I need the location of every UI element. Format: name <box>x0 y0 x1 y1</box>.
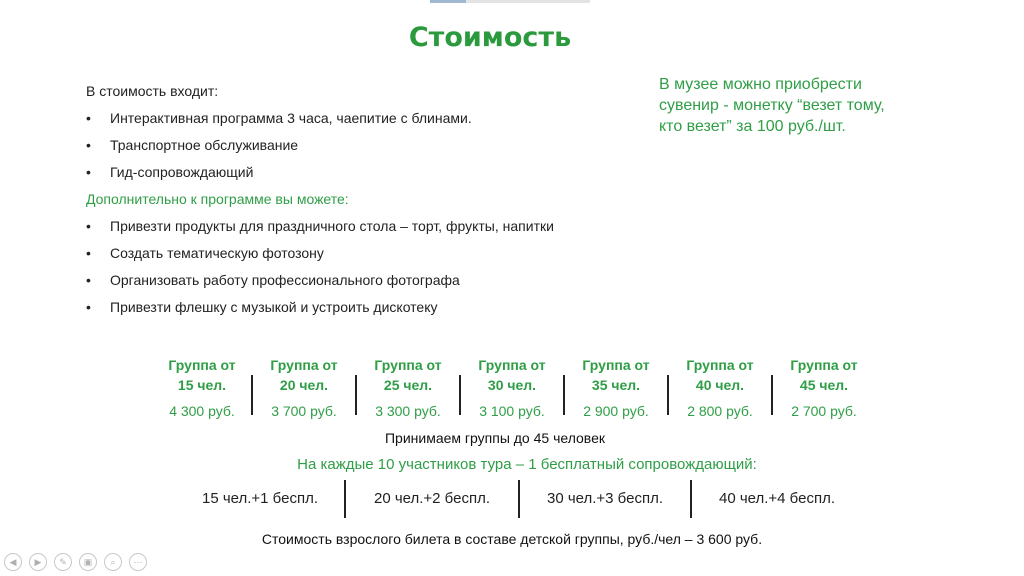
souvenir-note <box>659 74 949 137</box>
souvenir-line: сувенир - монетку “везет тому, <box>659 97 885 114</box>
list-item-text: Организовать работу профессионального фотографа <box>110 272 460 288</box>
group-label: Группа от <box>790 357 858 373</box>
group-price-cell <box>461 355 563 419</box>
bullet-icon: • <box>86 137 91 153</box>
group-size: 25 чел. <box>383 377 433 393</box>
escort-cell: 30 чел.+3 беспл. <box>546 490 663 507</box>
list-item <box>86 294 554 321</box>
groups-limit-note: Принимаем группы до 45 человек <box>384 430 605 446</box>
group-label: Группа от <box>374 357 442 373</box>
group-price-cell <box>153 355 251 419</box>
group-price-cell <box>669 355 771 419</box>
group-label: Группа от <box>686 357 754 373</box>
group-label: Группа от <box>478 357 546 373</box>
slides-icon[interactable]: ▣ <box>79 553 97 571</box>
group-price: 2 900 руб. <box>583 403 649 419</box>
page-title: Стоимость <box>408 22 572 53</box>
more-icon[interactable]: ⋯ <box>129 553 147 571</box>
bullet-icon: • <box>86 245 91 261</box>
group-price-cell <box>253 355 355 419</box>
list-item <box>86 267 554 294</box>
list-item <box>86 105 554 132</box>
bullet-icon: • <box>86 272 91 288</box>
group-price: 3 300 руб. <box>375 403 441 419</box>
group-price-table <box>153 355 875 419</box>
includes-section <box>86 78 554 321</box>
extra-heading: Дополнительно к программе вы можете: <box>86 191 349 207</box>
list-item <box>86 213 554 240</box>
souvenir-line: В музее можно приобрести <box>659 76 862 93</box>
bullet-icon: • <box>86 164 91 180</box>
slideshow-controls <box>4 553 154 571</box>
group-price: 2 800 руб. <box>687 403 753 419</box>
souvenir-line: кто везет” за 100 руб./шт. <box>659 118 846 135</box>
group-size: 35 чел. <box>591 377 641 393</box>
adult-ticket-price: Стоимость взрослого билета в составе детской группы, руб./чел – 3 600 руб. <box>261 531 763 547</box>
list-item <box>86 132 554 159</box>
list-item-text: Привезти продукты для праздничного стола – торт, фрукты, напитки <box>110 218 554 234</box>
list-item-text: Интерактивная программа 3 часа, чаепитие с блинами. <box>110 110 472 126</box>
escort-cell: 20 чел.+2 беспл. <box>373 490 490 507</box>
group-price: 3 100 руб. <box>479 403 545 419</box>
list-item <box>86 159 554 186</box>
group-price: 3 700 руб. <box>271 403 337 419</box>
escort-note: На каждые 10 участников тура – 1 бесплатный сопровождающий: <box>297 456 757 473</box>
list-item-text: Гид-сопровождающий <box>110 164 254 180</box>
bullet-icon: • <box>86 110 91 126</box>
group-price: 2 700 руб. <box>791 403 857 419</box>
group-price-cell <box>773 355 875 419</box>
group-price-cell <box>357 355 459 419</box>
includes-heading: В стоимость входит: <box>86 83 219 99</box>
list-item-text: Привезти флешку с музыкой и устроить дискотеку <box>110 299 438 315</box>
escort-table <box>176 480 862 518</box>
bullet-icon: • <box>86 299 91 315</box>
group-size: 45 чел. <box>799 377 849 393</box>
group-label: Группа от <box>582 357 650 373</box>
top-accent-bar <box>430 0 590 3</box>
escort-cell: 15 чел.+1 беспл. <box>201 490 318 507</box>
pen-icon[interactable]: ✎ <box>54 553 72 571</box>
group-size: 20 чел. <box>279 377 329 393</box>
group-price: 4 300 руб. <box>169 403 235 419</box>
group-size: 15 чел. <box>177 377 227 393</box>
bullet-icon: • <box>86 218 91 234</box>
next-slide-icon[interactable]: ▶ <box>29 553 47 571</box>
prev-slide-icon[interactable]: ◀ <box>4 553 22 571</box>
escort-cell: 40 чел.+4 беспл. <box>718 490 835 507</box>
group-size: 30 чел. <box>487 377 537 393</box>
group-price-cell <box>565 355 667 419</box>
list-item-text: Создать тематическую фотозону <box>110 245 324 261</box>
group-label: Группа от <box>168 357 236 373</box>
zoom-icon[interactable]: ⌕ <box>104 553 122 571</box>
list-item-text: Транспортное обслуживание <box>110 137 299 153</box>
list-item <box>86 240 554 267</box>
group-size: 40 чел. <box>695 377 745 393</box>
group-label: Группа от <box>270 357 338 373</box>
